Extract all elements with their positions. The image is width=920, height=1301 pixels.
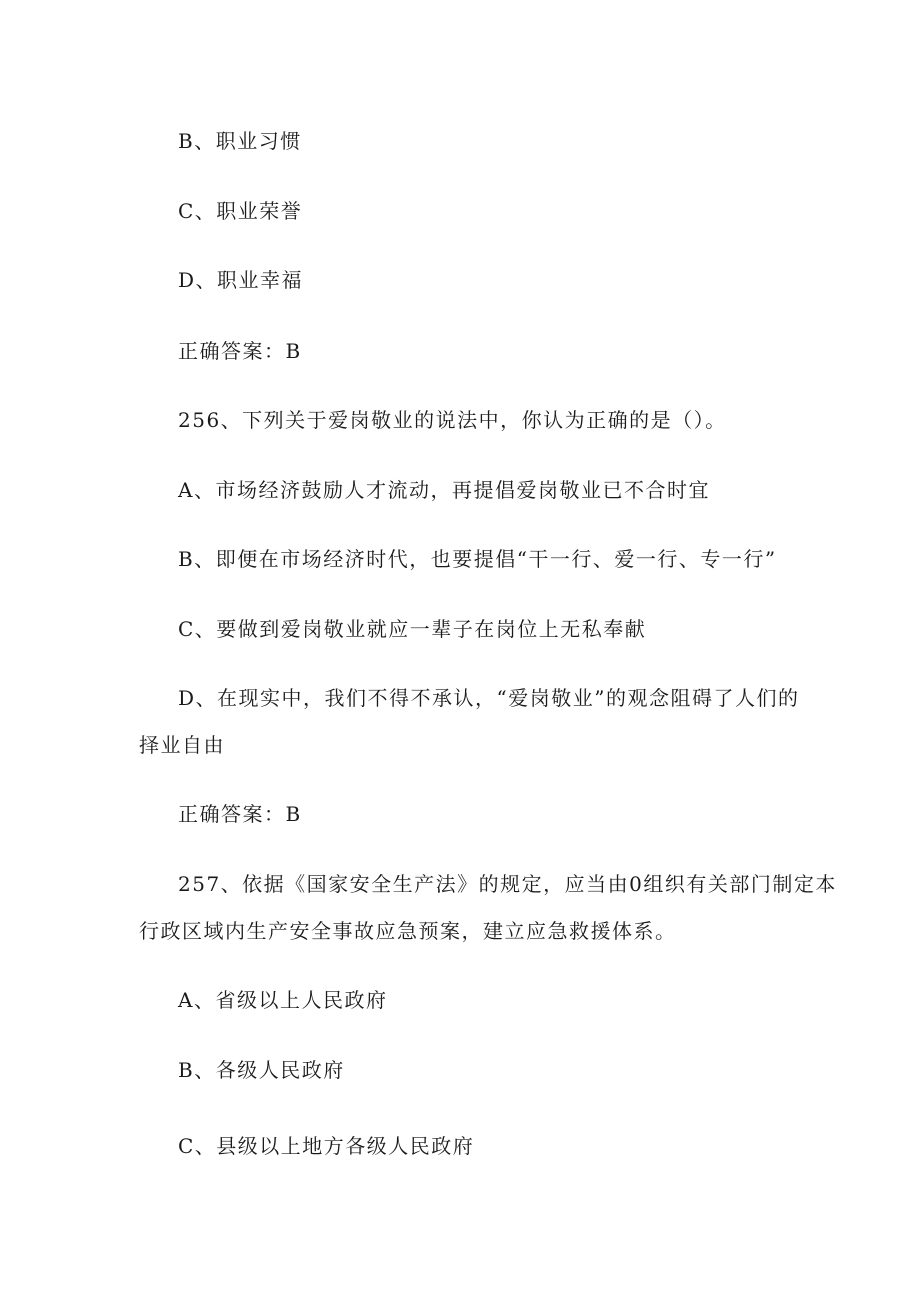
q256-option-b: B、即便在市场经济时代，也要提倡“干一行、爱一行、专一行”: [178, 547, 777, 571]
q257-question-line2: 行政区域内生产安全事故应急预案，建立应急救援体系。: [139, 919, 677, 943]
q256-question: 256、下列关于爱岗敬业的说法中，你认为正确的是（）。: [178, 408, 727, 432]
q257-option-b: B、各级人民政府: [178, 1058, 345, 1082]
q255-option-b: B、职业习惯: [178, 129, 302, 153]
q255-answer: 正确答案：B: [178, 339, 302, 363]
q255-option-c: C、职业荣誉: [178, 199, 303, 223]
q256-answer: 正确答案：B: [178, 802, 302, 826]
q255-option-d: D、职业幸福: [178, 268, 304, 292]
q257-option-c: C、县级以上地方各级人民政府: [178, 1134, 475, 1158]
q256-option-a: A、市场经济鼓励人才流动，再提倡爱岗敬业已不合时宜: [178, 478, 710, 502]
q257-question-line1: 257、依据《国家安全生产法》的规定，应当由0组织有关部门制定本: [178, 872, 837, 896]
q257-option-a: A、省级以上人民政府: [178, 988, 388, 1012]
q256-option-d-line1: D、在现实中，我们不得不承认，“爱岗敬业”的观念阻碍了人们的: [178, 686, 800, 710]
q256-option-d-line2: 择业自由: [139, 733, 225, 757]
q256-option-c: C、要做到爱岗敬业就应一辈子在岗位上无私奉献: [178, 617, 647, 641]
